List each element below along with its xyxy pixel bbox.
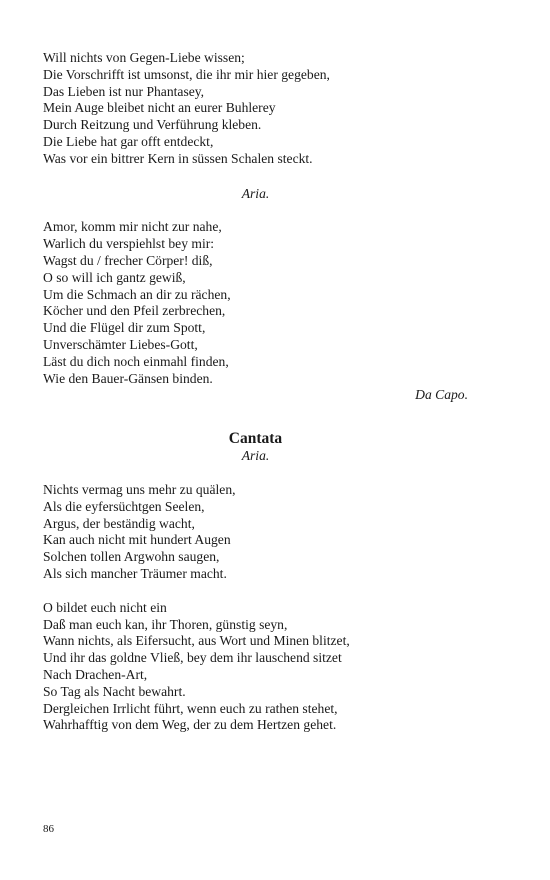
verse-line: Kan auch nicht mit hundert Augen [43,532,231,548]
verse-line: O bildet euch nicht ein [43,599,167,615]
verse-line: Dergleichen Irrlicht führt, wenn euch zu rathen stehet, [43,700,338,716]
verse-line: Das Lieben ist nur Phantasey, [43,83,205,99]
verse-line: Wagst du / frecher Cörper! diß, [43,252,213,268]
verse-line: Daß man euch kan, ihr Thoren, günstig seyn, [43,616,288,632]
recitative-stanza [43,50,468,168]
recitative-stanza [43,600,468,734]
aria-stanza [43,219,468,387]
verse-line: Als die eyfersüchtgen Seelen, [43,498,205,514]
verse-line: Und ihr das goldne Vließ, bey dem ihr lauschend sitzet [43,650,342,666]
verse-line: Die Liebe hat gar offt entdeckt, [43,133,214,149]
verse-line: Um die Schmach an dir zu rächen, [43,286,231,302]
verse-line: Warlich du verspiehlst bey mir: [43,236,215,252]
da-capo-marker: Da Capo. [415,387,468,403]
verse-line: Und die Flügel dir zum Spott, [43,320,206,336]
verse-line: Nach Drachen-Art, [43,666,148,682]
verse-line: Was vor ein bittrer Kern in süssen Schalen steckt. [43,150,313,166]
verse-line: O so will ich gantz gewiß, [43,269,186,285]
verse-line: Köcher und den Pfeil zerbrechen, [43,303,226,319]
verse-line: Amor, komm mir nicht zur nahe, [43,219,222,235]
verse-line: Läst du dich noch einmahl finden, [43,353,229,369]
verse-line: Unverschämter Liebes-Gott, [43,336,198,352]
verse-line: Durch Reitzung und Verführung kleben. [43,117,262,133]
page-body [43,50,468,734]
verse-line: Die Vorschrifft ist umsonst, die ihr mir hier gegeben, [43,66,330,82]
verse-line: Wann nichts, als Eifersucht, aus Wort und Minen blitzet, [43,633,350,649]
verse-line: Solchen tollen Argwohn saugen, [43,549,220,565]
verse-line: Mein Auge bleibet nicht an eurer Buhlerey [43,100,276,116]
verse-line: Wie den Bauer-Gänsen binden. [43,370,213,386]
verse-line: Nichts vermag uns mehr zu quälen, [43,481,236,497]
aria-stanza [43,482,468,583]
verse-line: Argus, der beständig wacht, [43,515,195,531]
verse-line: So Tag als Nacht bewahrt. [43,683,186,699]
verse-line: Wahrhafftig von dem Weg, der zu dem Hertzen gehet. [43,717,337,733]
page-number: 86 [43,823,54,835]
verse-line: Will nichts von Gegen-Liebe wissen; [43,50,245,65]
cantata-title: Cantata [228,430,283,448]
verse-line: Als sich mancher Träumer macht. [43,565,227,581]
aria-heading: Aria. [241,185,270,201]
aria-heading: Aria. [241,448,270,464]
